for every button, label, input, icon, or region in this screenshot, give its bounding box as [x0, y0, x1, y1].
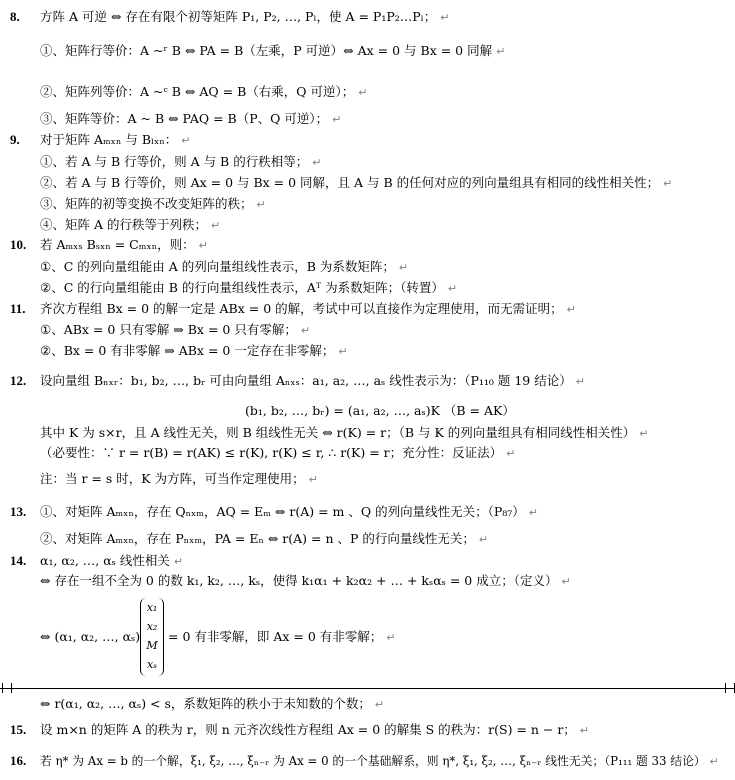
text-line: ⇔ (α₁, α₂, …, αₛ): [40, 629, 141, 644]
text-line: ③、矩阵等价：A ~ B ⇔ PAQ = B（P、Q 可逆）； ↵: [40, 111, 342, 126]
text-line: ④、矩阵 A 的行秩等于列秩； ↵: [40, 217, 221, 232]
text-line: ③、矩阵的初等变换不改变矩阵的秩； ↵: [40, 196, 266, 211]
text-line: 其中 K 为 s×r，且 A 线性无关，则 B 组线性无关 ⇔ r(K) = r；（B 与 K 的列向量组具有相同线性相关性） ↵: [40, 425, 649, 440]
text-line: 齐次方程组 Bx = 0 的解一定是 ABx = 0 的解，考试中可以直接作为定理使用，而无需证明； ↵: [40, 301, 576, 316]
page-corner-mark: [2, 683, 12, 693]
text-line: （必要性：∵ r = r(B) = r(AK) ≤ r(K), r(K) ≤ r, ∴ r(K) = r；充分性：反证法） ↵: [40, 445, 516, 460]
item-number: 9.: [10, 132, 20, 147]
text-line: ②、Bx = 0 有非零解 ⇒ ABx = 0 一定存在非零解； ↵: [40, 343, 348, 358]
text-line: ①、C 的列向量组能由 A 的列向量组线性表示，B 为系数矩阵； ↵: [40, 259, 409, 274]
item-number: 8.: [10, 9, 20, 24]
text-line: ②、对矩阵 Aₘₓₙ，存在 Pₙₓₘ，PA = Eₙ ⇔ r(A) = n 、P 的行向量线性无关； ↵: [40, 531, 489, 546]
item-number: 10.: [10, 237, 27, 252]
text-line: 设 m×n 的矩阵 A 的秩为 r，则 n 元齐次线性方程组 Ax = 0 的解集 S 的秩为：r(S) = n − r； ↵: [40, 722, 590, 737]
text-line: 注：当 r = s 时，K 为方阵，可当作定理使用； ↵: [40, 471, 318, 486]
page-break-line: [0, 688, 735, 689]
text-line: ②、C 的行向量组能由 B 的行向量组线性表示，Aᵀ 为系数矩阵；（转置） ↵: [40, 280, 458, 295]
page-corner-mark: [725, 683, 735, 693]
matrix-entry: x₂: [146, 620, 158, 633]
text-line: 若 Aₘₓₛ Bₛₓₙ = Cₘₓₙ，则： ↵: [40, 237, 208, 252]
matrix-entry: M: [146, 639, 158, 652]
item-number: 16.: [10, 753, 27, 768]
item-number: 15.: [10, 722, 27, 737]
item-number: 12.: [10, 373, 27, 388]
formula-line: (b₁, b₂, …, bᵣ) = (a₁, a₂, …, aₛ)K （B = AK）: [245, 403, 515, 418]
matrix-entry: xₛ: [147, 658, 157, 671]
text-line: ①、若 A 与 B 行等价，则 A 与 B 的行秩相等； ↵: [40, 154, 322, 169]
text-line: α₁, α₂, …, αₛ 线性相关 ↵: [40, 553, 184, 568]
text-line: 设向量组 Bₙₓᵣ：b₁, b₂, …, bᵣ 可由向量组 Aₙₓₛ：a₁, a₂, …, aₛ 线性表示为：（P₁₁₀ 题 19 结论） ↵: [40, 373, 585, 388]
text-line: ②、若 A 与 B 行等价，则 Ax = 0 与 Bx = 0 同解，且 A 与 B 的任何对应的列向量组具有相同的线性相关性； ↵: [40, 175, 673, 190]
text-line: 对于矩阵 Aₘₓₙ 与 Bₗₓₙ： ↵: [40, 132, 191, 147]
text-line: ①、对矩阵 Aₘₓₙ，存在 Qₙₓₘ，AQ = Eₘ ⇔ r(A) = m 、Q 的列向量线性无关；（P₈₇） ↵: [40, 504, 538, 519]
text-line: ⇔ r(α₁, α₂, …, αₛ) < s，系数矩阵的秩小于未知数的个数； ↵: [40, 696, 385, 711]
text-line: 方阵 A 可逆 ⇔ 存在有限个初等矩阵 P₁, P₂, …, Pₗ，使 A = P₁P₂…Pₗ； ↵: [40, 9, 450, 24]
item-number: 11.: [10, 301, 26, 316]
text-line: ①、矩阵行等价：A ~ʳ B ⇔ PA = B（左乘，P 可逆）⇔ Ax = 0 与 Bx = 0 同解 ↵: [40, 43, 506, 58]
item-number: 13.: [10, 504, 27, 519]
solution-vector-matrix: [140, 598, 164, 676]
text-line: ②、矩阵列等价：A ~ᶜ B ⇔ AQ = B（右乘，Q 可逆）； ↵: [40, 84, 368, 99]
text-line: = 0 有非零解，即 Ax = 0 有非零解； ↵: [168, 629, 396, 644]
item-number: 14.: [10, 553, 27, 568]
text-line: 若 η* 为 Ax = b 的一个解，ξ₁, ξ₂, …, ξₙ₋ᵣ 为 Ax = 0 的一个基础解系，则 η*, ξ₁, ξ₂, …, ξₙ₋ᵣ 线性无关；（P₁₁₁ 题 33 结论） ↵: [40, 754, 719, 768]
text-line: ⇔ 存在一组不全为 0 的数 k₁, k₂, …, kₛ，使得 k₁α₁ + k₂α₂ + … + kₛαₛ = 0 成立；（定义） ↵: [40, 573, 571, 588]
matrix-entry: x₁: [146, 601, 158, 614]
text-line: ①、ABx = 0 只有零解 ⇒ Bx = 0 只有零解； ↵: [40, 322, 311, 337]
